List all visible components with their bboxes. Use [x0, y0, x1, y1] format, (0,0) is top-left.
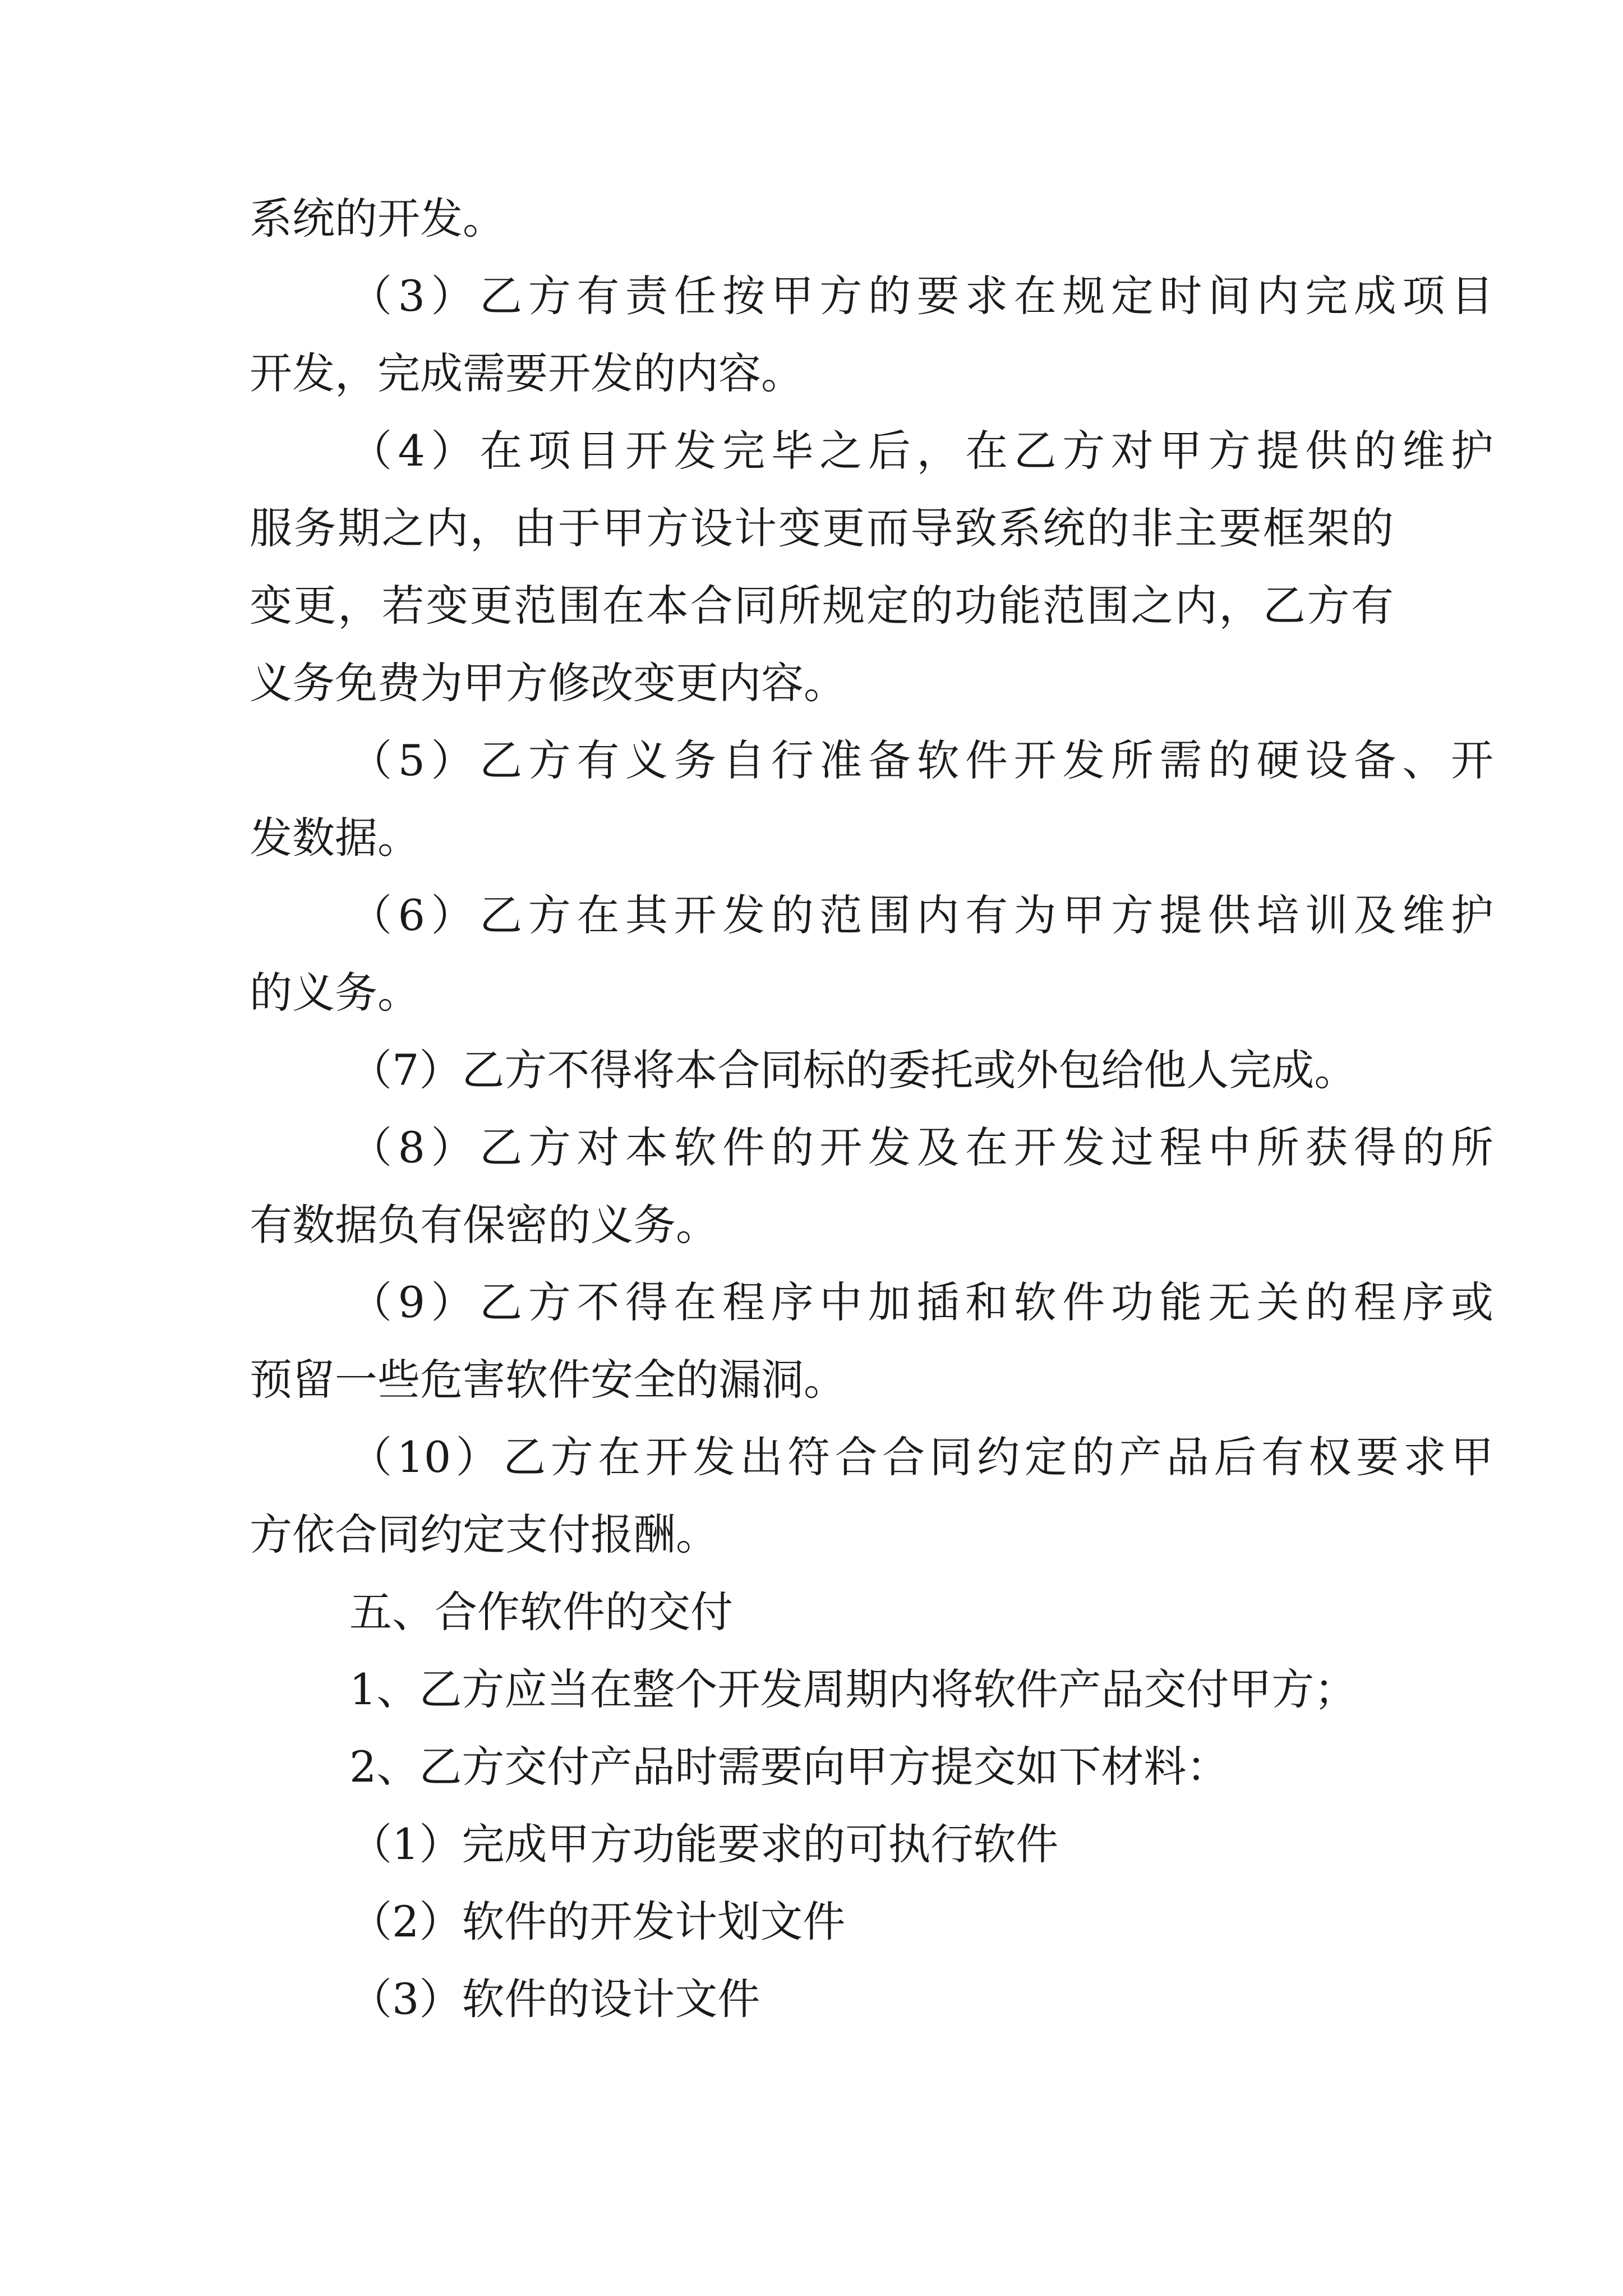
contract-body — [250, 194, 1493, 2055]
list-item: （1）完成甲方功能要求的可执行软件 — [349, 1819, 1059, 1869]
text-line: （8）乙方对本软件的开发及在开发过程中所获得的所 — [349, 1122, 1493, 1172]
text-line: 预留一些危害软件安全的漏洞。 — [250, 1355, 846, 1405]
text-line: 有数据负有保密的义务。 — [250, 1200, 718, 1250]
text-line: （9）乙方不得在程序中加插和软件功能无关的程序或 — [349, 1277, 1493, 1327]
text-line: 发数据。 — [250, 813, 420, 863]
text-line: （3）乙方有责任按甲方的要求在规定时间内完成项目 — [349, 271, 1493, 321]
list-item: （3）软件的设计文件 — [349, 1974, 760, 2024]
text-line: 2、乙方交付产品时需要向甲方提交如下材料： — [349, 1742, 1229, 1792]
text-line: 服务期之内，由于甲方设计变更而导致系统的非主要框架的 — [250, 503, 1394, 553]
text-line: 变更，若变更范围在本合同所规定的功能范围之内，乙方有 — [250, 581, 1394, 631]
text-line: 1、乙方应当在整个开发周期内将软件产品交付甲方； — [349, 1664, 1357, 1714]
text-line: 义务免费为甲方修改变更内容。 — [250, 658, 846, 708]
text-line: （10）乙方在开发出符合合同约定的产品后有权要求甲 — [349, 1432, 1493, 1482]
text-line: （7）乙方不得将本合同标的委托或外包给他人完成。 — [349, 1045, 1357, 1095]
text-line: 开发，完成需要开发的内容。 — [250, 348, 804, 398]
text-line: （4）在项目开发完毕之后，在乙方对甲方提供的维护 — [349, 426, 1493, 476]
text-line: 的义务。 — [250, 968, 420, 1018]
text-line: （6）乙方在其开发的范围内有为甲方提供培训及维护 — [349, 890, 1493, 940]
text-line: 系统的开发。 — [250, 194, 505, 243]
section-heading: 五、合作软件的交付 — [349, 1587, 733, 1637]
text-line: （5）乙方有义务自行准备软件开发所需的硬设备、开 — [349, 735, 1493, 785]
text-line: 方依合同约定支付报酬。 — [250, 1510, 718, 1559]
list-item: （2）软件的开发计划文件 — [349, 1897, 846, 1947]
